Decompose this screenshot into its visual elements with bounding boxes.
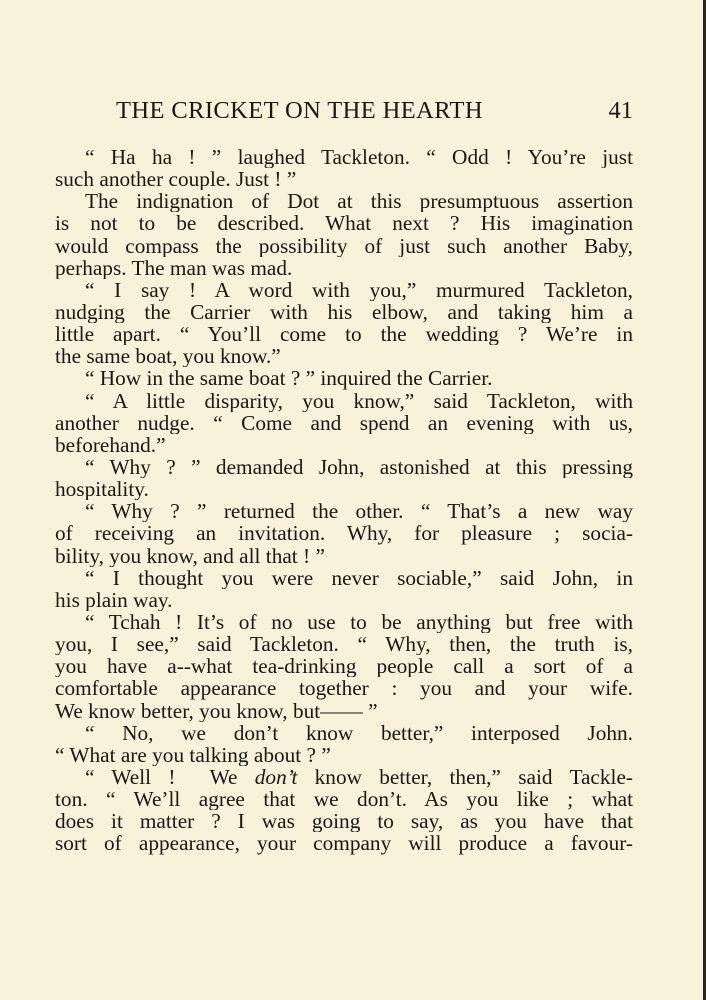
text-line: “ Ha ha ! ” laughed Tackleton. “ Odd ! You’re just [85, 146, 633, 169]
text-line: “ I thought you were never sociable,” said John, in [85, 566, 633, 589]
text-line: bility, you know, and all that ! ” [55, 544, 325, 567]
text-line: hospitality. [55, 478, 149, 501]
text-line: beforehand.” [55, 433, 166, 456]
text-line: We know better, you know, but—— ” [55, 699, 378, 722]
text-line: his plain way. [55, 588, 173, 611]
text-line: would compass the possibility of just such another Baby, [55, 234, 633, 257]
text-line: another nudge. “ Come and spend an evening with us, [55, 411, 633, 434]
text-line: “ Why ? ” demanded John, astonished at this pressing [85, 455, 633, 479]
text-line: nudging the Carrier with his elbow, and taking him a [55, 300, 633, 324]
text-line: “ A little disparity, you know,” said Tackleton, with [85, 389, 633, 412]
text-run: know better, then,” said Tackle- [297, 765, 633, 789]
text-line: such another couple. Just ! ” [55, 168, 297, 191]
page-header [116, 97, 636, 131]
text-line: little apart. “ You’ll come to the wedding ? We’re in [55, 323, 633, 346]
text-run: “ Well ! We [85, 765, 255, 789]
text-line [55, 766, 633, 788]
text-line: you have a--what tea-drinking people call a sort of a [55, 655, 633, 678]
text-line: perhaps. The man was mad. [55, 256, 293, 279]
emphasis-word: don’t [254, 765, 298, 789]
text-line: of receiving an invitation. Why, for pleasure ; socia- [55, 522, 633, 545]
text-line: comfortable appearance together : you and your wife. [55, 677, 633, 700]
page-number: 41 [608, 97, 633, 124]
text-line: does it matter ? I was going to say, as you have that [55, 810, 633, 833]
text-line: you, I see,” said Tackleton. “ Why, then, the truth is, [55, 633, 633, 656]
text-line: is not to be described. What next ? His imagination [55, 212, 633, 235]
body-text [55, 146, 633, 855]
text-line: “ I say ! A word with you,” murmured Tackleton, [85, 278, 633, 301]
text-line: “ What are you talking about ? ” [55, 743, 331, 766]
text-line: “ How in the same boat ? ” inquired the Carrier. [85, 367, 493, 390]
text-line: the same boat, you know.” [55, 345, 281, 368]
text-line: ton. “ We’ll agree that we don’t. As you like ; what [55, 788, 633, 811]
text-line: “ Why ? ” returned the other. “ That’s a new way [85, 500, 633, 523]
text-line: sort of appearance, your company will produce a favour- [55, 832, 633, 855]
text-line: “ Tchah ! It’s of no use to be anything but free with [85, 610, 633, 634]
running-title: THE CRICKET ON THE HEARTH [116, 97, 483, 124]
text-line: The indignation of Dot at this presumptuous assertion [85, 190, 633, 213]
text-line: “ No, we don’t know better,” interposed John. [85, 721, 633, 744]
